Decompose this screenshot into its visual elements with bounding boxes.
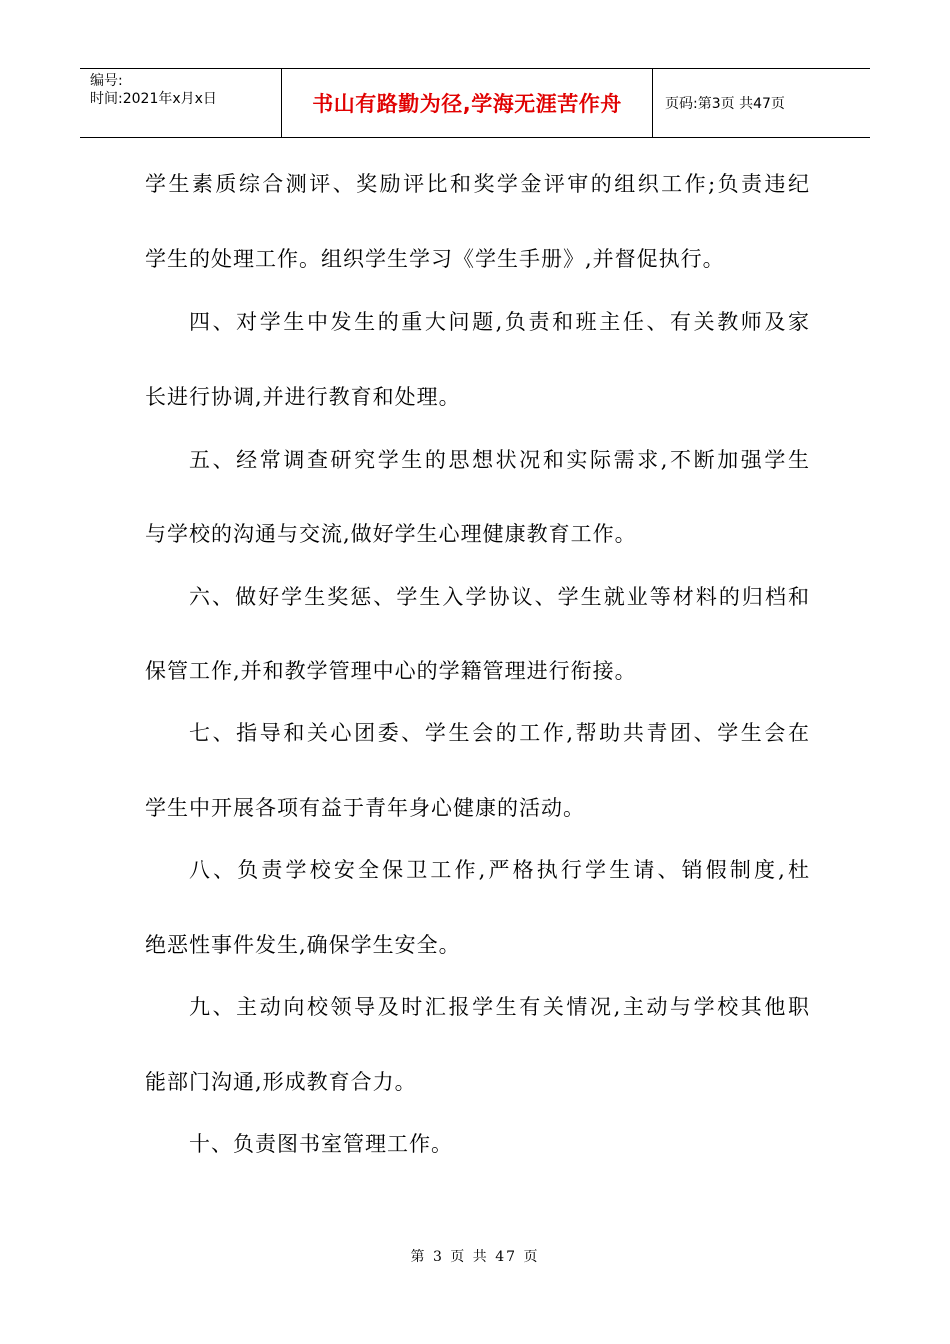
header-page-info: 页码:第3页 共47页	[665, 96, 785, 112]
body-line: 十、负责图书室管理工作。	[189, 1132, 453, 1156]
header-motto-cell	[281, 69, 653, 137]
header-meta	[80, 69, 281, 137]
body-line: 九、主动向校领导及时汇报学生有关情况,主动与学校其他职	[189, 995, 810, 1019]
body-line: 保管工作,并和教学管理中心的学籍管理进行衔接。	[145, 659, 637, 683]
body-line: 学生中开展各项有益于青年身心健康的活动。	[145, 796, 585, 820]
body-line: 长进行协调,并进行教育和处理。	[145, 385, 461, 409]
body-line: 五、经常调查研究学生的思想状况和实际需求,不断加强学生	[189, 448, 810, 472]
header-page-info-cell	[653, 69, 870, 137]
body-line: 学生素质综合测评、奖励评比和奖学金评审的组织工作;负责违纪	[145, 172, 810, 196]
body-line: 绝恶性事件发生,确保学生安全。	[145, 933, 461, 957]
body-line: 七、指导和关心团委、学生会的工作,帮助共青团、学生会在	[189, 721, 810, 745]
document-date-label: 时间:2021年x月x日	[90, 91, 217, 107]
body-line: 学生的处理工作。组织学生学习《学生手册》,并督促执行。	[145, 247, 725, 271]
body-line: 四、对学生中发生的重大问题,负责和班主任、有关教师及家	[189, 310, 810, 334]
body-line: 六、做好学生奖惩、学生入学协议、学生就业等材料的归档和	[189, 585, 810, 609]
body-line: 与学校的沟通与交流,做好学生心理健康教育工作。	[145, 522, 637, 546]
body-line: 能部门沟通,形成教育合力。	[145, 1070, 417, 1094]
page-header	[80, 68, 870, 138]
document-number-label: 编号:	[90, 73, 123, 89]
header-motto: 书山有路勤为径,学海无涯苦作舟	[312, 92, 622, 116]
page-footer: 第 3 页 共 47 页	[410, 1249, 540, 1265]
body-line: 八、负责学校安全保卫工作,严格执行学生请、销假制度,杜	[189, 858, 810, 882]
